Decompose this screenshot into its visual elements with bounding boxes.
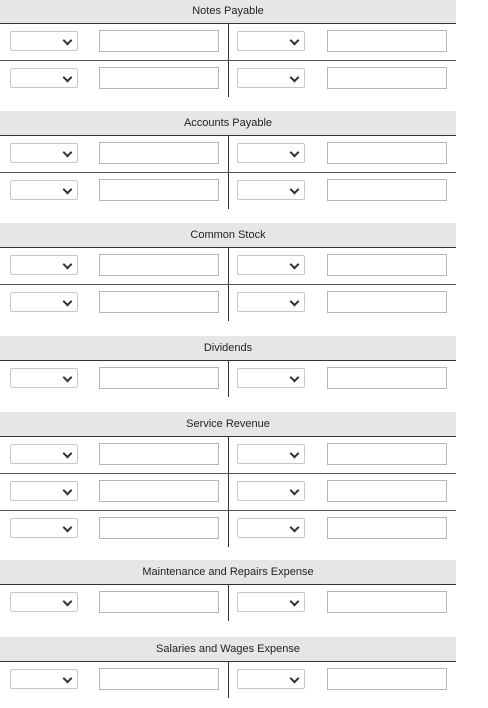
debit-amount-input[interactable] <box>99 367 219 389</box>
credit-account-select[interactable] <box>237 481 305 501</box>
entry-row <box>0 361 456 397</box>
entry-row <box>0 61 456 97</box>
entry-row <box>0 585 456 621</box>
chevron-down-icon <box>290 486 300 496</box>
credit-amount-input[interactable] <box>327 254 447 276</box>
entry-row <box>0 662 456 698</box>
debit-account-select[interactable] <box>10 255 78 275</box>
entry-row <box>0 173 456 209</box>
chevron-down-icon <box>63 297 73 307</box>
t-account-body <box>0 248 456 321</box>
entry-row <box>0 285 456 321</box>
chevron-down-icon <box>290 36 300 46</box>
chevron-down-icon <box>63 597 73 607</box>
credit-account-select[interactable] <box>237 518 305 538</box>
t-account-title: Notes Payable <box>0 0 456 24</box>
entry-row <box>0 511 456 547</box>
chevron-down-icon <box>290 449 300 459</box>
entry-row <box>0 136 456 173</box>
debit-amount-input[interactable] <box>99 591 219 613</box>
debit-account-select[interactable] <box>10 143 78 163</box>
debit-account-select[interactable] <box>10 592 78 612</box>
credit-account-select[interactable] <box>237 68 305 88</box>
debit-amount-input[interactable] <box>99 30 219 52</box>
chevron-down-icon <box>290 185 300 195</box>
t-account-body <box>0 136 456 209</box>
debit-account-select[interactable] <box>10 444 78 464</box>
credit-account-select[interactable] <box>237 669 305 689</box>
t-account <box>0 111 456 209</box>
credit-amount-input[interactable] <box>327 142 447 164</box>
t-account-body <box>0 662 456 698</box>
debit-account-select[interactable] <box>10 292 78 312</box>
t-account <box>0 336 456 397</box>
debit-amount-input[interactable] <box>99 480 219 502</box>
t-account-title: Service Revenue <box>0 412 456 437</box>
chevron-down-icon <box>290 373 300 383</box>
debit-account-select[interactable] <box>10 31 78 51</box>
t-account-title: Dividends <box>0 336 456 361</box>
debit-amount-input[interactable] <box>99 254 219 276</box>
credit-amount-input[interactable] <box>327 480 447 502</box>
t-account-body <box>0 585 456 621</box>
debit-amount-input[interactable] <box>99 517 219 539</box>
t-account-title: Accounts Payable <box>0 111 456 136</box>
debit-amount-input[interactable] <box>99 142 219 164</box>
t-account <box>0 223 456 321</box>
t-account <box>0 637 456 698</box>
debit-account-select[interactable] <box>10 180 78 200</box>
t-account-body <box>0 437 456 547</box>
chevron-down-icon <box>63 523 73 533</box>
t-account <box>0 560 456 621</box>
debit-account-select[interactable] <box>10 368 78 388</box>
chevron-down-icon <box>290 297 300 307</box>
credit-account-select[interactable] <box>237 592 305 612</box>
chevron-down-icon <box>290 523 300 533</box>
credit-account-select[interactable] <box>237 180 305 200</box>
t-account-title: Common Stock <box>0 223 456 248</box>
chevron-down-icon <box>290 674 300 684</box>
debit-amount-input[interactable] <box>99 443 219 465</box>
debit-account-select[interactable] <box>10 518 78 538</box>
credit-amount-input[interactable] <box>327 517 447 539</box>
credit-amount-input[interactable] <box>327 30 447 52</box>
entry-row <box>0 437 456 474</box>
t-account-body <box>0 361 456 397</box>
chevron-down-icon <box>63 486 73 496</box>
entry-row <box>0 474 456 511</box>
entry-row <box>0 24 456 61</box>
chevron-down-icon <box>63 449 73 459</box>
credit-account-select[interactable] <box>237 31 305 51</box>
credit-amount-input[interactable] <box>327 443 447 465</box>
chevron-down-icon <box>290 148 300 158</box>
debit-amount-input[interactable] <box>99 67 219 89</box>
credit-amount-input[interactable] <box>327 367 447 389</box>
debit-amount-input[interactable] <box>99 179 219 201</box>
chevron-down-icon <box>290 73 300 83</box>
chevron-down-icon <box>290 597 300 607</box>
credit-amount-input[interactable] <box>327 591 447 613</box>
credit-amount-input[interactable] <box>327 668 447 690</box>
credit-account-select[interactable] <box>237 444 305 464</box>
credit-account-select[interactable] <box>237 255 305 275</box>
chevron-down-icon <box>63 373 73 383</box>
credit-account-select[interactable] <box>237 368 305 388</box>
t-account-title: Salaries and Wages Expense <box>0 637 456 662</box>
chevron-down-icon <box>63 73 73 83</box>
credit-amount-input[interactable] <box>327 291 447 313</box>
debit-amount-input[interactable] <box>99 291 219 313</box>
credit-account-select[interactable] <box>237 143 305 163</box>
debit-amount-input[interactable] <box>99 668 219 690</box>
credit-amount-input[interactable] <box>327 67 447 89</box>
chevron-down-icon <box>63 260 73 270</box>
debit-account-select[interactable] <box>10 68 78 88</box>
chevron-down-icon <box>63 674 73 684</box>
chevron-down-icon <box>63 148 73 158</box>
chevron-down-icon <box>63 185 73 195</box>
entry-row <box>0 248 456 285</box>
t-account-body <box>0 24 456 97</box>
credit-amount-input[interactable] <box>327 179 447 201</box>
debit-account-select[interactable] <box>10 481 78 501</box>
t-account <box>0 0 456 97</box>
chevron-down-icon <box>290 260 300 270</box>
credit-account-select[interactable] <box>237 292 305 312</box>
debit-account-select[interactable] <box>10 669 78 689</box>
chevron-down-icon <box>63 36 73 46</box>
t-account <box>0 412 456 547</box>
t-account-title: Maintenance and Repairs Expense <box>0 560 456 585</box>
